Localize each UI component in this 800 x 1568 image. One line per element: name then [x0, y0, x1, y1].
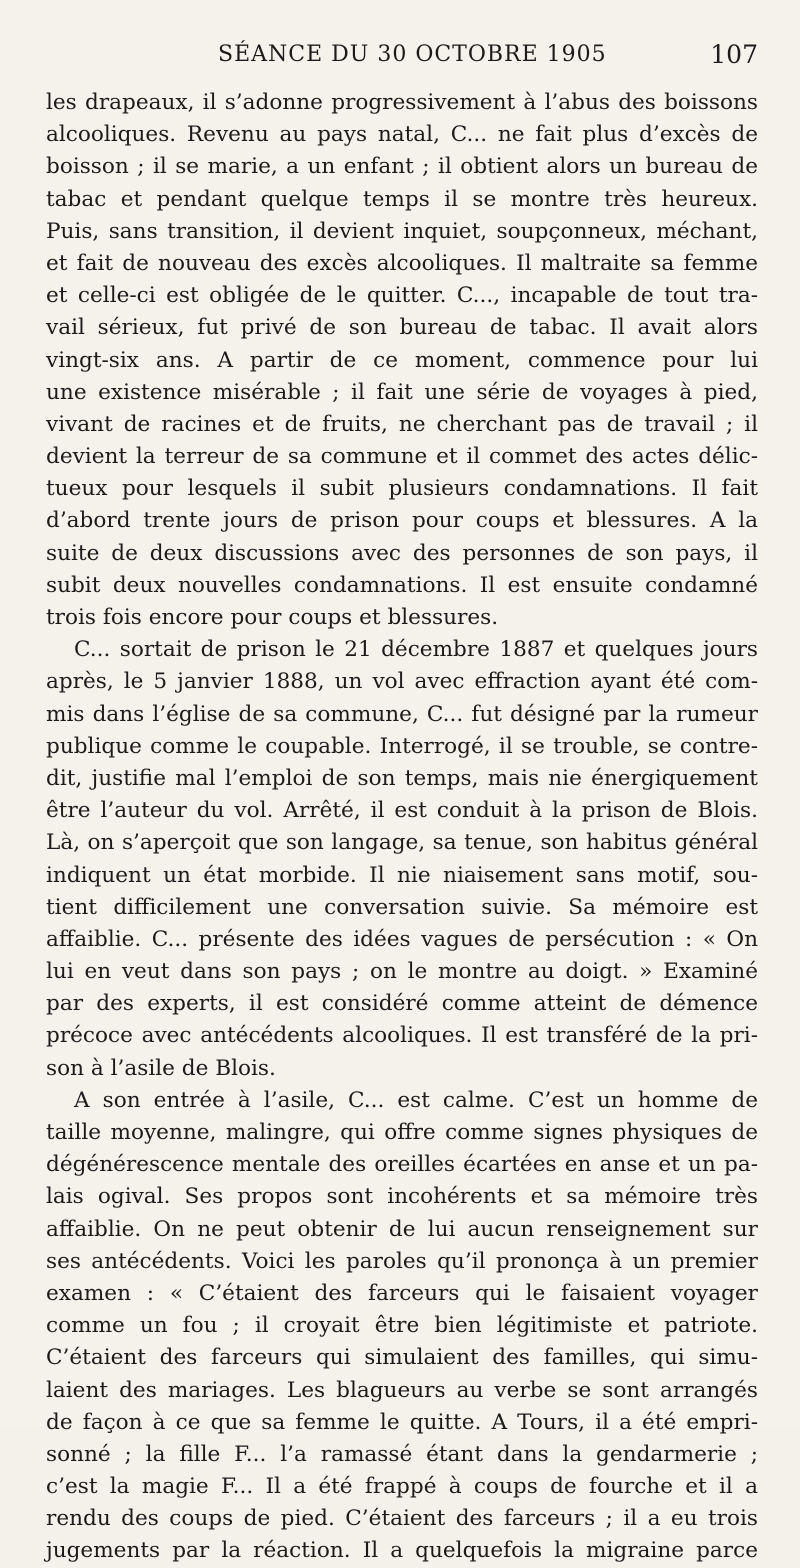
text-line: taille moyenne, malingre, qui offre comme signes physiques de — [46, 1120, 758, 1145]
text-line: tueux pour lesquels il subit plusieurs condamnations. Il fait — [46, 476, 758, 502]
text-line: lui en veut dans son pays ; on le montre au doigt. » Examiné — [46, 959, 758, 985]
text-line: trois fois encore pour coups et blessures. — [46, 605, 499, 630]
text-line: par des experts, il est considéré comme atteint de démence — [46, 991, 758, 1017]
text-line: devient la terreur de sa commune et il commet des actes délic- — [46, 444, 758, 470]
page-header — [46, 40, 758, 74]
page-number: 107 — [710, 40, 758, 69]
text-line: de façon à ce que sa femme le quitte. A Tours, il a été empri- — [46, 1409, 758, 1435]
text-line: après, le 5 janvier 1888, un vol avec effraction ayant été com- — [46, 669, 758, 695]
text-line: tient difficilement une conversation suivie. Sa mémoire est — [46, 894, 758, 920]
text-line: lais ogival. Ses propos sont incohérents et sa mémoire très — [46, 1184, 758, 1210]
text-line: son à l’asile de Blois. — [46, 1055, 276, 1081]
text-line: jugements par la réaction. Il a quelquefois la migraine parce — [46, 1538, 758, 1564]
text-line: d’abord trente jours de prison pour coups et blessures. A la — [46, 508, 758, 534]
text-line: Là, on s’aperçoit que son langage, sa tenue, son habitus général — [46, 830, 758, 856]
text-line: Puis, sans transition, il devient inquiet, soupçonneux, méchant, — [46, 218, 758, 244]
text-line: dit, justifie mal l’emploi de son temps, mais nie énergiquement — [46, 765, 758, 791]
text-line: rendu des coups de pied. C’étaient des farceurs ; il a eu trois — [46, 1506, 758, 1532]
text-line: alcooliques. Revenu au pays natal, C... ne fait plus d’excès de — [46, 122, 758, 148]
text-line: examen : « C’étaient des farceurs qui le faisaient voyager — [46, 1280, 758, 1306]
text-line: tabac et pendant quelque temps il se montre très heureux. — [46, 186, 758, 212]
text-line: comme un fou ; il croyait être bien légitimiste et patriote. — [46, 1313, 758, 1339]
text-line: C’étaient des farceurs qui simulaient des familles, qui simu- — [46, 1345, 758, 1371]
text-line: A son entrée à l’asile, C... est calme. C’est un homme de — [74, 1087, 758, 1113]
text-line: publique comme le coupable. Interrogé, il se trouble, se contre- — [46, 733, 758, 759]
text-line: mis dans l’église de sa commune, C... fut désigné par la rumeur — [46, 701, 758, 727]
text-line: ses antécédents. Voici les paroles qu’il prononça à un premier — [46, 1248, 758, 1274]
text-line: et fait de nouveau des excès alcooliques. Il maltraite sa femme — [46, 250, 758, 276]
text-line: précoce avec antécédents alcooliques. Il est transféré de la pri- — [46, 1023, 758, 1049]
body-text — [46, 87, 758, 1568]
text-line: indiquent un état morbide. Il nie niaisement sans motif, sou- — [46, 862, 758, 888]
text-line: laient des mariages. Les blagueurs au verbe se sont arrangés — [46, 1377, 758, 1403]
text-line: vivant de racines et de fruits, ne cherchant pas de travail ; il — [46, 411, 758, 437]
text-line: les drapeaux, il s’adonne progressivement à l’abus des boissons — [46, 90, 758, 115]
text-line: vingt-six ans. A partir de ce moment, commence pour lui — [46, 347, 758, 373]
text-line: suite de deux discussions avec des personnes de son pays, il — [46, 540, 758, 566]
text-line: c’est la magie F... Il a été frappé à coups de fourche et il a — [46, 1474, 758, 1500]
text-line: affaiblie. C... présente des idées vagues de persécution : « On — [46, 926, 758, 952]
paragraph — [46, 634, 758, 1085]
text-line: sonné ; la fille F... l’a ramassé étant dans la gendarmerie ; — [46, 1441, 758, 1467]
running-title: SÉANCE DU 30 OCTOBRE 1905 — [218, 42, 607, 67]
paragraph — [46, 87, 758, 634]
text-line: être l’auteur du vol. Arrêté, il est conduit à la prison de Blois. — [46, 798, 758, 824]
text-line: affaiblie. On ne peut obtenir de lui aucun renseignement sur — [46, 1216, 758, 1242]
text-line: et celle-ci est obligée de le quitter. C..., incapable de tout tra- — [46, 283, 758, 309]
text-line: une existence misérable ; il fait une série de voyages à pied, — [46, 379, 758, 405]
text-line: subit deux nouvelles condamnations. Il est ensuite condamné — [46, 572, 758, 598]
text-line: boisson ; il se marie, a un enfant ; il obtient alors un bureau de — [46, 154, 758, 180]
paragraph — [46, 1085, 758, 1568]
text-line: dégénérescence mentale des oreilles écartées en anse et un pa- — [46, 1152, 758, 1178]
text-line: vail sérieux, fut privé de son bureau de tabac. Il avait alors — [46, 315, 758, 341]
text-line: C... sortait de prison le 21 décembre 1887 et quelques jours — [74, 637, 758, 663]
